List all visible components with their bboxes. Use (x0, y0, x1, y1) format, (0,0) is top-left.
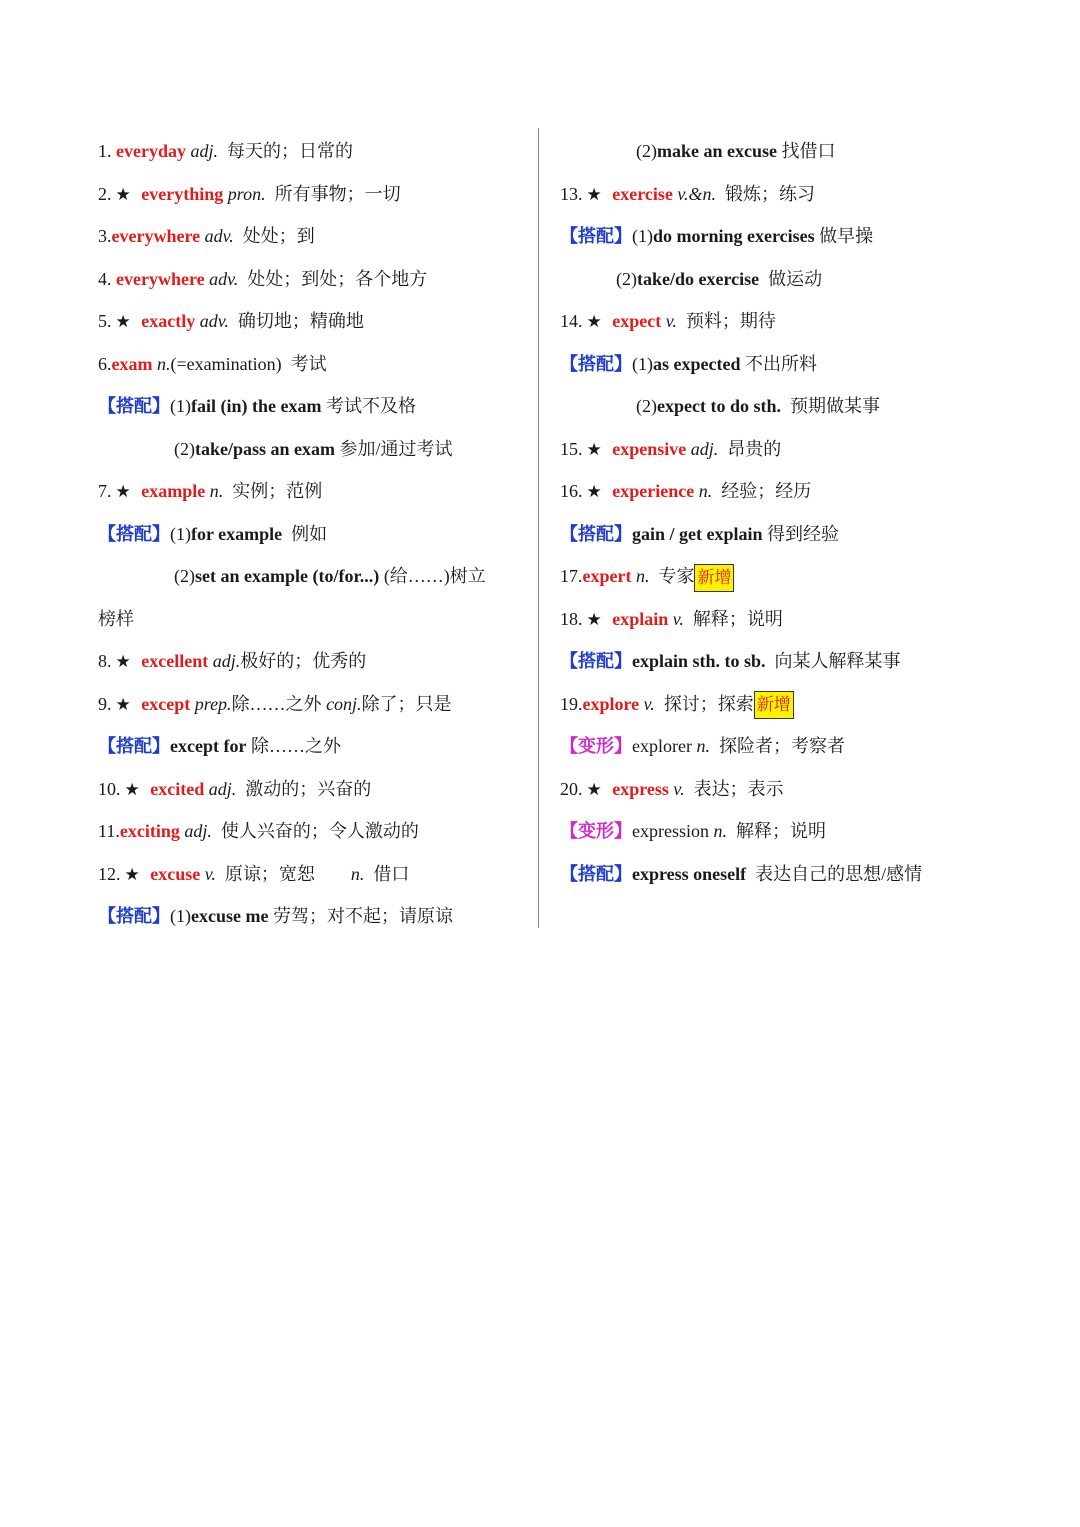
collocation-line: 【搭配】except for 除……之外 (98, 736, 341, 756)
star-icon: ★ (586, 609, 602, 630)
headword: everyday (116, 141, 186, 161)
new-badge: 新增 (694, 564, 734, 592)
vocab-entry-5: 5. ★ exactly adv. 确切地；精确地 (98, 311, 364, 332)
new-badge: 新增 (754, 691, 794, 719)
vocab-entry-18: 18. ★ explain v. 解释；说明 (560, 608, 783, 630)
vocab-entry-19: 19.explore v. 探讨；探索 新增 (560, 683, 1020, 726)
collocation-line: (2)set an example (to/for...) (给……)树立 (174, 566, 486, 586)
left-column (98, 130, 528, 938)
collocation-tag: 【搭配】 (98, 523, 170, 544)
vocab-entry-4: 4. everywhere adv. 处处；到处；各个地方 (98, 268, 428, 289)
wrapped-line: 榜样 (98, 608, 134, 629)
collocation-tag: 【搭配】 (560, 523, 632, 544)
variant-line: 【变形】expression n. 解释；说明 (560, 821, 826, 841)
collocation-line: (2)take/do exercise 做运动 (616, 268, 823, 289)
vocab-entry-7: 7. ★ example n. 实例；范例 (98, 481, 323, 502)
collocation-line: 【搭配】(1)fail (in) the exam 考试不及格 (98, 396, 416, 416)
collocation-line: (2)expect to do sth. 预期做某事 (636, 396, 880, 416)
vocab-entry-9: 9. ★ except prep.除……之外 conj.除了；只是 (98, 693, 452, 715)
vocab-entry-10: 10. ★ excited adj. 激动的；兴奋的 (98, 778, 372, 800)
star-icon: ★ (586, 312, 602, 332)
collocation-line: 【搭配】(1)do morning exercises 做早操 (560, 226, 874, 246)
vocab-entry-15: 15. ★ expensive adj. 昂贵的 (560, 438, 782, 460)
variant-tag: 【变形】 (560, 821, 632, 841)
star-icon: ★ (115, 652, 131, 672)
vocab-entry-13: 13. ★ exercise v.&n. 锻炼；练习 (560, 183, 816, 205)
collocation-tag: 【搭配】 (98, 906, 170, 926)
collocation-line: 【搭配】(1)as expected 不出所料 (560, 353, 817, 374)
star-icon: ★ (586, 482, 602, 502)
star-icon: ★ (115, 482, 131, 502)
collocation-line: 【搭配】(1)for example 例如 (98, 523, 328, 544)
star-icon: ★ (124, 779, 140, 800)
right-column (560, 130, 1020, 895)
collocation-tag: 【搭配】 (560, 353, 632, 374)
vocab-entry-16: 16. ★ experience n. 经验；经历 (560, 481, 812, 502)
vocab-entry-11: 11.exciting adj. 使人兴奋的；令人激动的 (98, 821, 419, 841)
star-icon: ★ (586, 439, 602, 460)
collocation-tag: 【搭配】 (560, 651, 632, 671)
collocation-tag: 【搭配】 (98, 396, 170, 416)
vocab-entry-14: 14. ★ expect v. 预料；期待 (560, 311, 776, 332)
vocab-entry-2: 2. ★ everything pron. 所有事物；一切 (98, 183, 401, 205)
star-icon: ★ (115, 184, 131, 205)
vocab-entry-6: 6.exam n.(=examination) 考试 (98, 353, 327, 374)
collocation-tag: 【搭配】 (98, 736, 170, 756)
star-icon: ★ (124, 864, 140, 885)
vocab-entry-1: 1. everyday adj. 每天的；日常的 (98, 141, 353, 161)
star-icon: ★ (115, 312, 131, 332)
collocation-line: (2)make an excuse 找借口 (636, 141, 836, 161)
collocation-tag: 【搭配】 (560, 863, 632, 884)
collocation-line: (2)take/pass an exam 参加/通过考试 (174, 438, 453, 459)
collocation-line: 【搭配】explain sth. to sb. 向某人解释某事 (560, 651, 901, 671)
star-icon: ★ (586, 779, 602, 800)
vocab-entry-17: 17.expert n. 专家 新增 (560, 555, 1020, 598)
vocab-entry-12: 12. ★ excuse v. 原谅；宽恕 n. 借口 (98, 863, 410, 885)
column-divider (538, 128, 539, 928)
vocab-entry-20: 20. ★ express v. 表达；表示 (560, 778, 784, 800)
vocab-entry-8: 8. ★ excellent adj.极好的；优秀的 (98, 651, 367, 672)
vocab-entry-3: 3.everywhere adv. 处处；到 (98, 226, 315, 246)
variant-tag: 【变形】 (560, 736, 632, 756)
collocation-line: 【搭配】express oneself 表达自己的思想/感情 (560, 863, 923, 884)
collocation-line: 【搭配】gain / get explain 得到经验 (560, 523, 840, 544)
star-icon: ★ (586, 184, 602, 205)
collocation-line: 【搭配】(1)excuse me 劳驾；对不起；请原谅 (98, 906, 453, 926)
variant-line: 【变形】explorer n. 探险者；考察者 (560, 736, 845, 756)
star-icon: ★ (115, 694, 131, 715)
collocation-tag: 【搭配】 (560, 226, 632, 246)
